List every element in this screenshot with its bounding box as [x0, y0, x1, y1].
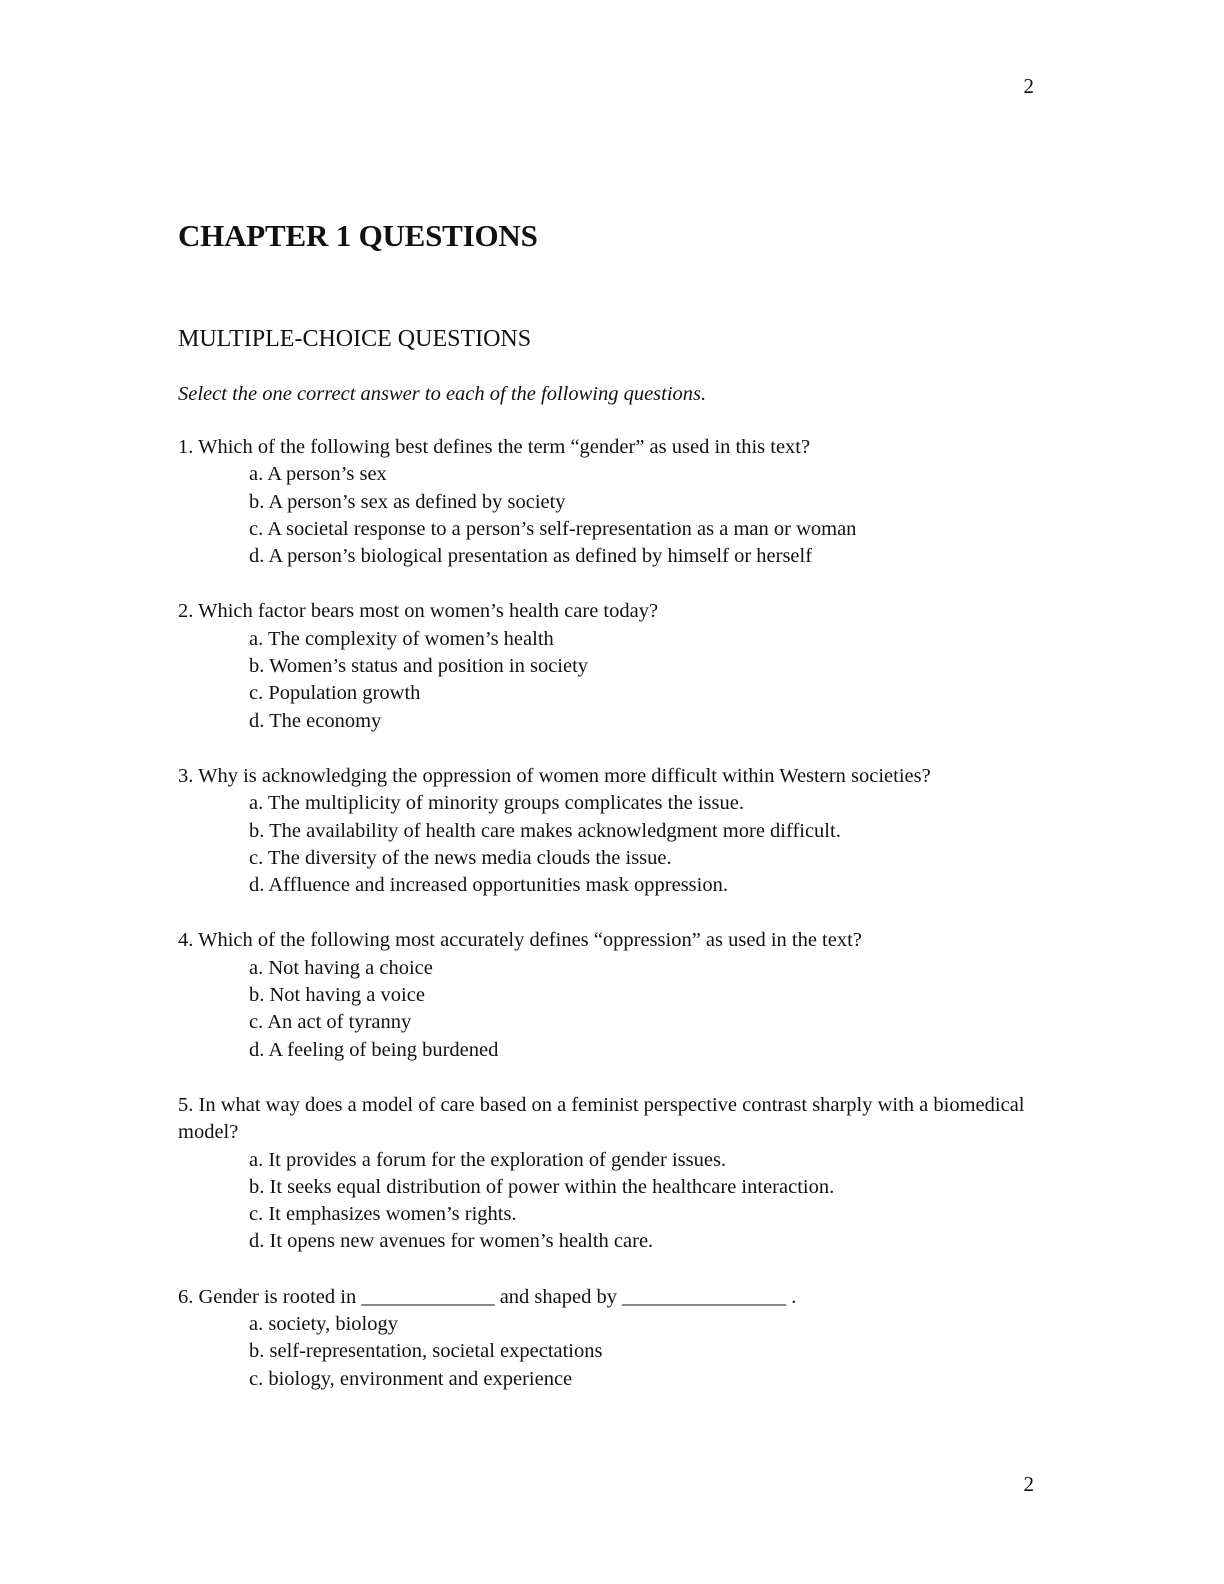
question-1 [178, 434, 1048, 570]
answer-option-d: d. A person’s biological presentation as defined by himself or herself [249, 545, 813, 568]
answer-options [178, 1311, 1048, 1393]
answer-option-b: b. The availability of health care makes acknowledgment more difficult. [249, 819, 841, 842]
document-body [178, 218, 1048, 1421]
section-title: MULTIPLE-CHOICE QUESTIONS [178, 326, 532, 352]
question-stem: 2. Which factor bears most on women’s health care today? [178, 600, 659, 623]
question-2 [178, 598, 1048, 734]
answer-option-c: c. A societal response to a person’s self-representation as a man or woman [249, 517, 857, 540]
answer-option-c: c. The diversity of the news media clouds the issue. [249, 846, 672, 869]
answer-option-a: a. The multiplicity of minority groups complicates the issue. [249, 792, 744, 815]
answer-option-a: a. A person’s sex [249, 463, 387, 486]
chapter-title: CHAPTER 1 QUESTIONS [178, 218, 538, 253]
answer-option-a: a. society, biology [249, 1313, 398, 1336]
answer-option-b: b. self-representation, societal expectations [249, 1340, 603, 1363]
answer-option-c: c. It emphasizes women’s rights. [249, 1203, 517, 1226]
answer-option-b: b. A person’s sex as defined by society [249, 490, 566, 513]
question-4 [178, 927, 1048, 1063]
question-list [178, 434, 1048, 1393]
answer-option-d: d. Affluence and increased opportunities mask oppression. [249, 874, 728, 897]
answer-option-d: d. It opens new avenues for women’s health care. [249, 1230, 654, 1253]
answer-option-a: a. It provides a forum for the exploration of gender issues. [249, 1148, 727, 1171]
question-6 [178, 1284, 1048, 1393]
question-3 [178, 763, 1048, 899]
question-stem: 3. Why is acknowledging the oppression of women more difficult within Western societies? [178, 764, 931, 787]
question-5 [178, 1092, 1048, 1256]
page-number-bottom: 2 [1023, 1472, 1034, 1496]
answer-options [178, 626, 1048, 735]
answer-option-c: c. Population growth [249, 682, 421, 705]
answer-options [178, 1147, 1048, 1256]
answer-options [178, 955, 1048, 1064]
answer-option-d: d. The economy [249, 709, 382, 732]
answer-options [178, 790, 1048, 899]
answer-option-c: c. biology, environment and experience [249, 1367, 573, 1390]
page-number-top: 2 [1023, 74, 1034, 98]
question-stem: 1. Which of the following best defines the term “gender” as used in this text? [178, 436, 811, 458]
answer-option-a: a. The complexity of women’s health [249, 627, 554, 650]
answer-option-d: d. A feeling of being burdened [249, 1038, 499, 1061]
answer-option-a: a. Not having a choice [249, 956, 433, 979]
instructions: Select the one correct answer to each of the following questions. [178, 383, 707, 405]
answer-option-b: b. It seeks equal distribution of power within the healthcare interaction. [249, 1175, 835, 1198]
answer-options [178, 461, 1048, 570]
answer-option-b: b. Not having a voice [249, 984, 425, 1007]
question-stem: 5. In what way does a model of care based on a feminist perspective contrast sharply with a biomedical model? [178, 1093, 1025, 1144]
question-stem: 4. Which of the following most accurately defines “oppression” as used in the text? [178, 929, 862, 952]
question-stem: 6. Gender is rooted in _____________ and shaped by ________________ . [178, 1285, 797, 1308]
answer-option-b: b. Women’s status and position in society [249, 655, 589, 678]
answer-option-c: c. An act of tyranny [249, 1011, 412, 1034]
